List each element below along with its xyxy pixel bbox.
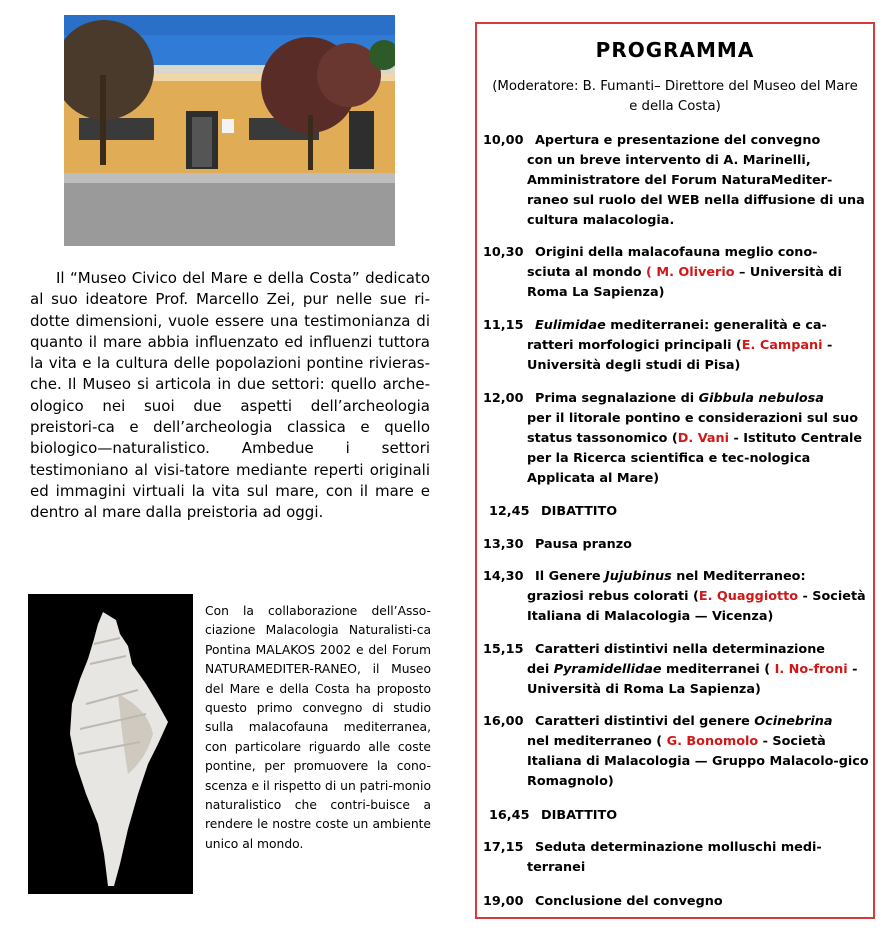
item-time: 11,15 <box>483 318 524 333</box>
item-text-cont <box>483 660 871 700</box>
item-text-cont <box>483 732 871 792</box>
programme-item <box>483 838 871 878</box>
speaker-name: ( M. Oliverio <box>646 265 735 280</box>
item-text: Prima segnalazione di <box>535 391 699 406</box>
item-text: - Istituto Centrale per la Ricerca scientifica e tec-nologica Applicata al Mare) <box>527 431 863 486</box>
item-text: per il litorale pontino e considerazioni sul suo status tassonomico ( <box>527 411 858 446</box>
item-text: - Società Italiana di Malacologia — Vicenza) <box>527 589 866 624</box>
item-text-cont: con un breve intervento di A. Marinelli, Amministratore del Forum NaturaMediter-raneo sul ruolo del WEB nella diffusione di una cultura malacologia. <box>527 153 865 228</box>
item-text: - Società Italiana di Malacologia — Gruppo Malacolo-gico Romagnolo) <box>527 734 869 789</box>
item-text-cont <box>483 409 871 489</box>
item-text: Caratteri distintivi del genere <box>535 714 755 729</box>
programme-item <box>489 806 877 826</box>
item-text: DIBATTITO <box>541 504 618 519</box>
intro-paragraph: Il “Museo Civico del Mare e della Costa” dedicato al suo ideatore Prof. Marcello Zei, pur nelle sue ri-dotte dimensioni, vuole essere una testimonianza di quanto il mare abbia influenzato ed influenzi tuttora la vita e la cultura delle popolazioni pontine rivieras-che. Il Museo si articola in due settori: quello arche-ologico nei suoi due aspetti dell’archeologia preistori-ca e dell’archeologia classica e quello biologico—naturalistico. Ambedue i settori testimoniano al visi-tatore mediante reperti originali ed immagini virtuali la vita sul mare, con il mare e dentro al mare dalla preistoria ad oggi. <box>30 269 430 522</box>
programme-item <box>483 567 871 627</box>
programme-box <box>475 22 875 919</box>
programme-item <box>483 712 871 792</box>
item-text: ratteri morfologici principali ( <box>527 338 742 353</box>
item-text: Conclusione del convegno <box>535 894 723 909</box>
item-text-cont <box>483 263 871 303</box>
item-text: - Università di Roma La Sapienza) <box>527 662 858 697</box>
programme-item <box>483 316 871 376</box>
item-text: dei <box>527 662 554 677</box>
item-time: 10,30 <box>483 245 524 260</box>
programme-item <box>483 243 871 303</box>
item-text-cont: terranei <box>527 860 586 875</box>
speaker-name: G. Bonomolo <box>666 734 759 749</box>
collaboration-text: Con la collaborazione dell’Asso-ciazione Malacologia Naturalisti-ca Pontina MALAKOS 2002 e del Forum NATURAMEDITER-RANEO, il Museo del Mare e della Costa ha proposto questo primo convegno di studio sulla malacofauna mediterranea, con particolare riguardo alle coste pontine, per promuovere la cono-scenza e il rispetto di un patri-monio naturalistico che contri-buisce a rendere le nostre coste un ambiente unico al mondo. <box>205 604 431 851</box>
item-time: 15,15 <box>483 642 524 657</box>
programme-item <box>489 502 877 522</box>
speaker-name: D. Vani <box>677 431 730 446</box>
taxon-name: Ocinebrina <box>754 714 833 729</box>
item-text: sciuta al mondo <box>527 265 647 280</box>
speaker-name: I. No-froni <box>774 662 848 677</box>
speaker-name: E. Campani <box>741 338 823 353</box>
item-time: 12,45 <box>489 504 530 519</box>
taxon-name: Jujubinus <box>605 569 672 584</box>
programme-item <box>483 640 871 700</box>
speaker-name: E. Quaggiotto <box>698 589 799 604</box>
item-time: 17,15 <box>483 840 524 855</box>
taxon-name: Gibbula nebulosa <box>698 391 824 406</box>
programme-item <box>483 535 871 555</box>
item-text: Caratteri distintivi nella determinazione <box>535 642 825 657</box>
programme-title: PROGRAMMA <box>595 38 755 62</box>
item-time: 19,00 <box>483 894 524 909</box>
item-text: Apertura e presentazione del convegno <box>535 133 821 148</box>
item-time: 16,45 <box>489 808 530 823</box>
item-text: Origini della malacofauna meglio cono- <box>535 245 818 260</box>
item-text-cont <box>483 587 871 627</box>
item-time: 14,30 <box>483 569 524 584</box>
item-text: Seduta determinazione molluschi medi- <box>535 840 822 855</box>
item-text: mediterranei ( <box>661 662 775 677</box>
programme-item <box>483 892 871 912</box>
item-text: Il Genere <box>535 569 606 584</box>
item-time: 16,00 <box>483 714 524 729</box>
item-text-cont <box>483 336 871 376</box>
item-time: 10,00 <box>483 133 524 148</box>
item-time: 12,00 <box>483 391 524 406</box>
item-text: – Università di Roma La Sapienza) <box>527 265 842 300</box>
taxon-name: Eulimidae <box>535 318 606 333</box>
museum-intro <box>30 268 430 524</box>
item-text: graziosi rebus colorati ( <box>527 589 699 604</box>
taxon-name: Pyramidellidae <box>553 662 662 677</box>
shell-photo <box>28 594 193 894</box>
item-text: mediterranei: generalità e ca- <box>605 318 827 333</box>
item-text: nel Mediterraneo: <box>671 569 806 584</box>
programme-item <box>483 389 871 489</box>
moderator-line: (Moderatore: B. Fumanti– Direttore del Museo del Mare e della Costa) <box>492 79 858 114</box>
item-time: 13,30 <box>483 537 524 552</box>
item-text: nel mediterraneo ( <box>527 734 667 749</box>
item-text: DIBATTITO <box>541 808 618 823</box>
item-text: Pausa pranzo <box>535 537 632 552</box>
museum-building-photo <box>64 15 395 246</box>
programme-item <box>483 131 871 231</box>
item-text: - Università degli studi di Pisa) <box>527 338 833 373</box>
